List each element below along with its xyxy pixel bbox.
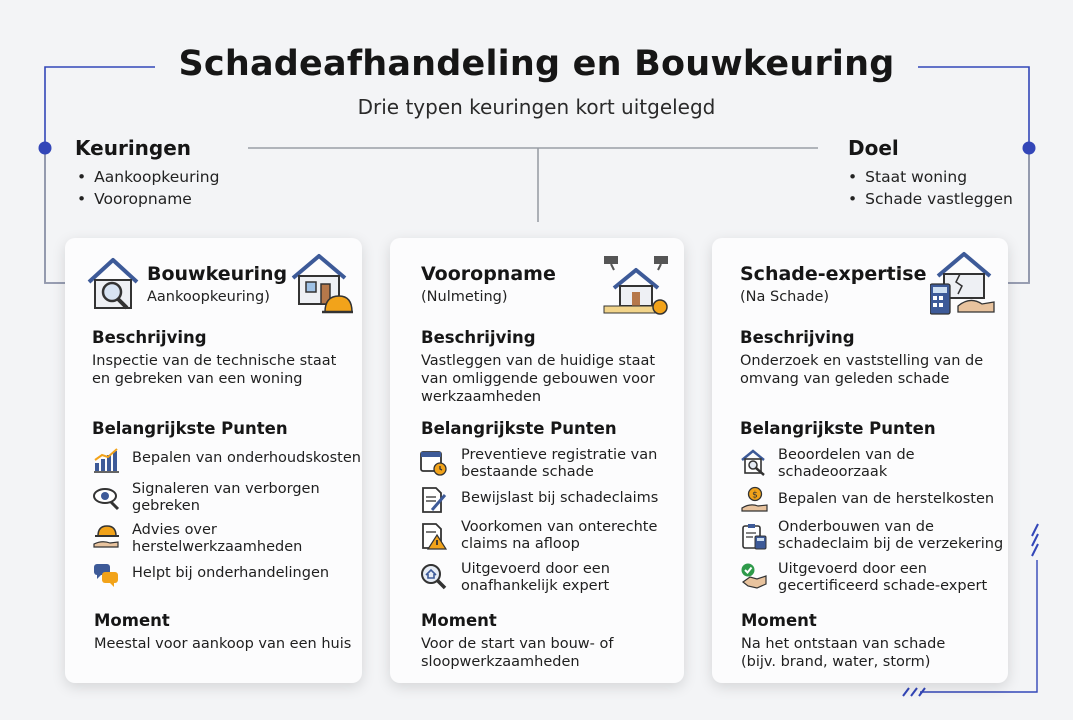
moment-text: Voor de start van bouw- of sloopwerkzaamheden [421, 636, 614, 670]
handshake-check-icon [740, 562, 768, 590]
keuringen-list [77, 166, 219, 210]
description-text: Vastleggen van de huidige staat van omliggende gebouwen voor werkzaamheden [421, 353, 656, 405]
point-text: Helpt bij onderhandelingen [132, 565, 330, 581]
card-vooropname [390, 238, 684, 683]
calendar-clock-icon [419, 448, 447, 476]
eye-magnifier-icon [92, 483, 120, 511]
svg-text:$: $ [752, 490, 758, 501]
card-bouwkeuring [65, 238, 362, 683]
card-subtitle: (Nulmeting) [421, 289, 508, 305]
point-text: Beoordelen van de schadeoorzaak [778, 447, 915, 480]
point-text: Signaleren van verborgen gebreken [132, 481, 320, 514]
expert-magnifier-icon [419, 562, 447, 590]
moment-heading: Moment [94, 611, 170, 630]
point-text: Advies over herstelwerkzaamheden [132, 522, 303, 555]
point-text: Uitgevoerd door een onafhankelijk expert [461, 561, 610, 594]
hand-coin-icon [740, 486, 768, 514]
points-heading: Belangrijkste Punten [740, 419, 936, 438]
chat-bubbles-icon [92, 561, 120, 589]
doel-item: • Staat woning [848, 166, 1013, 188]
right-connector-dot [1023, 142, 1036, 155]
house-hardhat-icon [289, 252, 353, 316]
doel-heading: Doel [848, 136, 899, 160]
card-title: Vooropname [421, 263, 556, 285]
point-text: Bepalen van onderhoudskosten [132, 450, 361, 466]
description-heading: Beschrijving [92, 328, 207, 347]
page-title: Schadeafhandeling en Bouwkeuring [178, 44, 895, 84]
house-magnifier-icon [85, 256, 141, 314]
card-schade-expertise [712, 238, 1008, 683]
moment-text: Na het ontstaan van schade (bijv. brand, water, storm) [741, 636, 946, 670]
document-warning-icon [419, 522, 447, 550]
page-subtitle: Drie typen keuringen kort uitgelegd [357, 95, 716, 119]
points-heading: Belangrijkste Punten [92, 419, 288, 438]
hatch-marks-bottom [903, 688, 925, 696]
card-subtitle: Aankoopkeuring) [147, 289, 270, 305]
keuringen-item: • Aankoopkeuring [77, 166, 219, 188]
doel-item: • Schade vastleggen [848, 188, 1013, 210]
point-text: Preventieve registratie van bestaande schade [461, 447, 658, 480]
point-text: Uitgevoerd door een gecertificeerd schade-expert [778, 561, 988, 594]
moment-heading: Moment [741, 611, 817, 630]
points-heading: Belangrijkste Punten [421, 419, 617, 438]
description-text: Inspectie van de technische staat en gebreken van een woning [92, 353, 337, 387]
keuringen-item: • Vooropname [77, 188, 219, 210]
left-connector-dot [39, 142, 52, 155]
keuringen-heading: Keuringen [75, 136, 192, 160]
moment-heading: Moment [421, 611, 497, 630]
point-text: Bepalen van de herstelkosten [778, 491, 995, 507]
moment-text: Meestal voor aankoop van een huis [94, 636, 352, 652]
card-subtitle: (Na Schade) [740, 289, 830, 305]
point-text: Voorkomen van onterechte claims na afloop [461, 519, 658, 552]
point-text: Bewijslast bij schadeclaims [461, 490, 659, 506]
point-text: Onderbouwen van de schadeclaim bij de verzekering [778, 519, 1004, 552]
description-heading: Beschrijving [740, 328, 855, 347]
clipboard-calculator-icon [740, 522, 768, 550]
doel-list [848, 166, 1013, 210]
house-damage-calculator-icon [930, 250, 996, 318]
description-heading: Beschrijving [421, 328, 536, 347]
hardhat-hand-icon [92, 522, 120, 550]
description-text: Onderzoek en vaststelling van de omvang van geleden schade [740, 353, 984, 387]
document-pen-icon [419, 486, 447, 514]
card-title: Bouwkeuring [147, 263, 288, 285]
card-title: Schade-expertise [740, 263, 927, 285]
house-magnifier-icon [740, 448, 768, 476]
house-cameras-icon [602, 252, 672, 316]
chart-icon [92, 446, 120, 474]
hatch-marks-right [1032, 524, 1038, 556]
